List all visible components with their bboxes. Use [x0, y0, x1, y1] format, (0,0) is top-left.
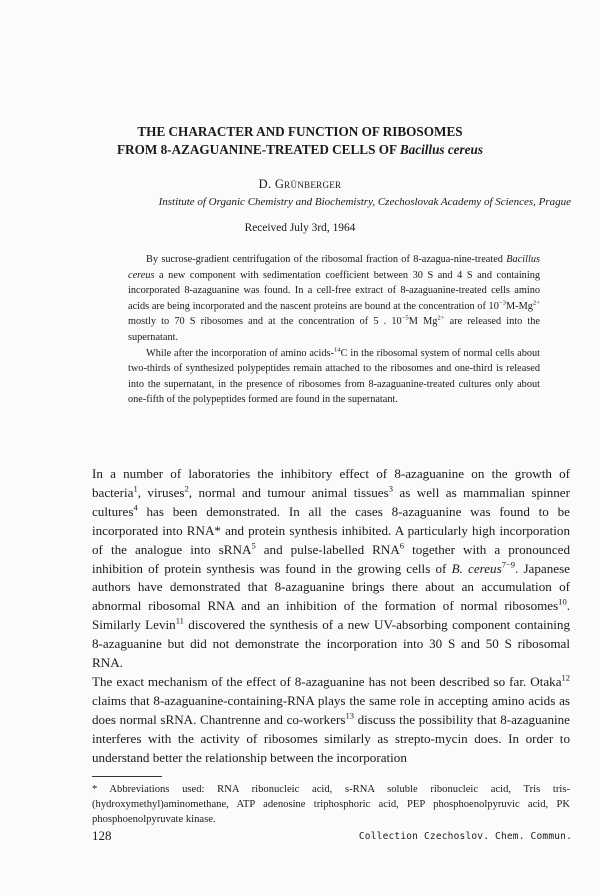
body-text-span: discovered the synthesis of a new UV-absorbing component containing 8-azaguanine but did not demonstrate the incorporation into 30 S and 50 S ribosomal RNA. [92, 617, 570, 671]
body-text-span: , viruses [137, 484, 185, 500]
title-line-2 [0, 141, 600, 159]
reference-marker: 6 [399, 540, 405, 551]
body-text-span: . Similarly Levin [92, 598, 570, 633]
footnote: * Abbreviations used: RNA ribonucleic acid, s-RNA soluble ribonucleic acid, Tris tris-(hydroxymethyl)aminomethane, ATP adenosine triphosphoric acid, PEP phosphoenolpyruvic acid, PK phosphoenolpyruvate kinase. [92, 784, 570, 825]
title-line-2-text: FROM 8-AZAGUANINE-TREATED CELLS OF [117, 142, 397, 157]
author [0, 177, 600, 192]
reference-marker: 3 [388, 483, 393, 494]
title-organism: Bacillus cereus [399, 142, 483, 157]
abstract-paragraph-1 [128, 252, 540, 346]
organism-name: B. cereus [451, 560, 502, 576]
body-text-span: has been demonstrated. In all the cases 8-azaguanine was found to be incorporated into RNA* and protein synthesis inhibited. A particularly high incorporation of the analogue into sRNA [92, 503, 570, 557]
body-paragraph-1 [92, 465, 570, 673]
abstract-text: M-Mg [505, 300, 533, 312]
reference-marker: 11 [175, 615, 184, 626]
body-text-span: claims that 8-azaguanine-containing-RNA plays the same role in accepting amino acids as does normal sRNA. Chantrenne and co-workers [92, 692, 570, 727]
abstract-text: By sucrose-gradient centrifugation of the ribosomal fraction of 8-azagua-nine-treated [146, 254, 507, 265]
body-text [92, 465, 570, 768]
body-paragraph-2 [92, 673, 570, 768]
superscript: −5 [401, 314, 409, 322]
superscript: 2+ [532, 299, 540, 307]
body-text-span: In a number of laboratories the inhibitory effect of 8-azaguanine on the growth of bacteria [92, 466, 570, 500]
superscript: −3 [498, 299, 506, 307]
title-line-1: THE CHARACTER AND FUNCTION OF RIBOSOMES [137, 124, 463, 139]
reference-marker: 10 [558, 596, 567, 607]
abstract-text: M Mg [408, 316, 438, 328]
body-text-span: and pulse-labelled RNA [255, 541, 400, 557]
body-text-span: discuss the possibility that 8-azaguanine interferes with the activity of ribosomes similarly as strepto-mycin does. In order to understand better the relationship between the incorporation [92, 711, 570, 765]
body-text-span: together with a pronounced inhibition of protein synthesis was found in the growing cells of [92, 541, 570, 576]
author-initial: D. [258, 177, 272, 191]
body-text-span: . Japanese authors have demonstrated that 8-azaguanine brings there about an accumulation of abnormal ribosomal RNA and an inhibition of the formation of normal ribosomes [92, 560, 570, 614]
reference-marker: 13 [345, 710, 354, 721]
author-surname: Grünberger [274, 177, 342, 191]
superscript: 2+ [437, 314, 445, 322]
abstract-paragraph-2 [128, 346, 540, 408]
reference-marker: 2 [184, 483, 189, 494]
abstract-text: While after the incorporation of amino acids- [146, 347, 334, 359]
received-date: Received July 3rd, 1964 [244, 222, 356, 234]
reference-marker: 5 [251, 540, 256, 551]
reference-marker: 1 [133, 483, 138, 494]
abstract-text: C in the ribosomal system of normal cells about two-thirds of synthesized polypeptides remain attached to the ribosomes and one-third is released into the supernatant, in the presence of ribosomes from 8-azaguanine-treated cultures only about one-fifth of the polypeptides formed are found in the supernatant. [128, 347, 541, 406]
abstract-organism: Bacillus cereus [128, 254, 540, 281]
journal-name: Collection Czechoslov. Chem. Commun. [358, 831, 572, 842]
abstract-text: mostly to 70 S ribosomes and at the concentration of 5 . 10 [128, 316, 402, 328]
body-text-span: , normal and tumour animal tissues [188, 484, 389, 500]
abstract-text: are released into the supernatant. [128, 316, 540, 343]
reference-marker: 4 [133, 502, 138, 513]
reference-marker: 7−9 [501, 559, 515, 570]
affiliation: Institute of Organic Chemistry and Biochemistry, Czechoslovak Academy of Sciences, Prague [158, 196, 571, 208]
reference-marker: 12 [561, 672, 570, 683]
footnote-rule [92, 776, 162, 777]
superscript: 14 [333, 346, 341, 354]
article-title [0, 123, 600, 159]
page-number: 128 [92, 828, 112, 843]
abstract [128, 252, 540, 408]
body-text-span: as well as mammalian spinner cultures [92, 484, 570, 519]
abstract-text: a new component with sedimentation coefficient between 30 S and 4 S and containing incorporated 8-azaguanine was found. In a cell-free extract of 8-azaguanine-treated cells amino acids are being incorporated and the nascent proteins are bound at the concentration of 10 [128, 269, 540, 312]
body-text-span: The exact mechanism of the effect of 8-azaguanine has not been described so far. Otaka [92, 673, 562, 689]
